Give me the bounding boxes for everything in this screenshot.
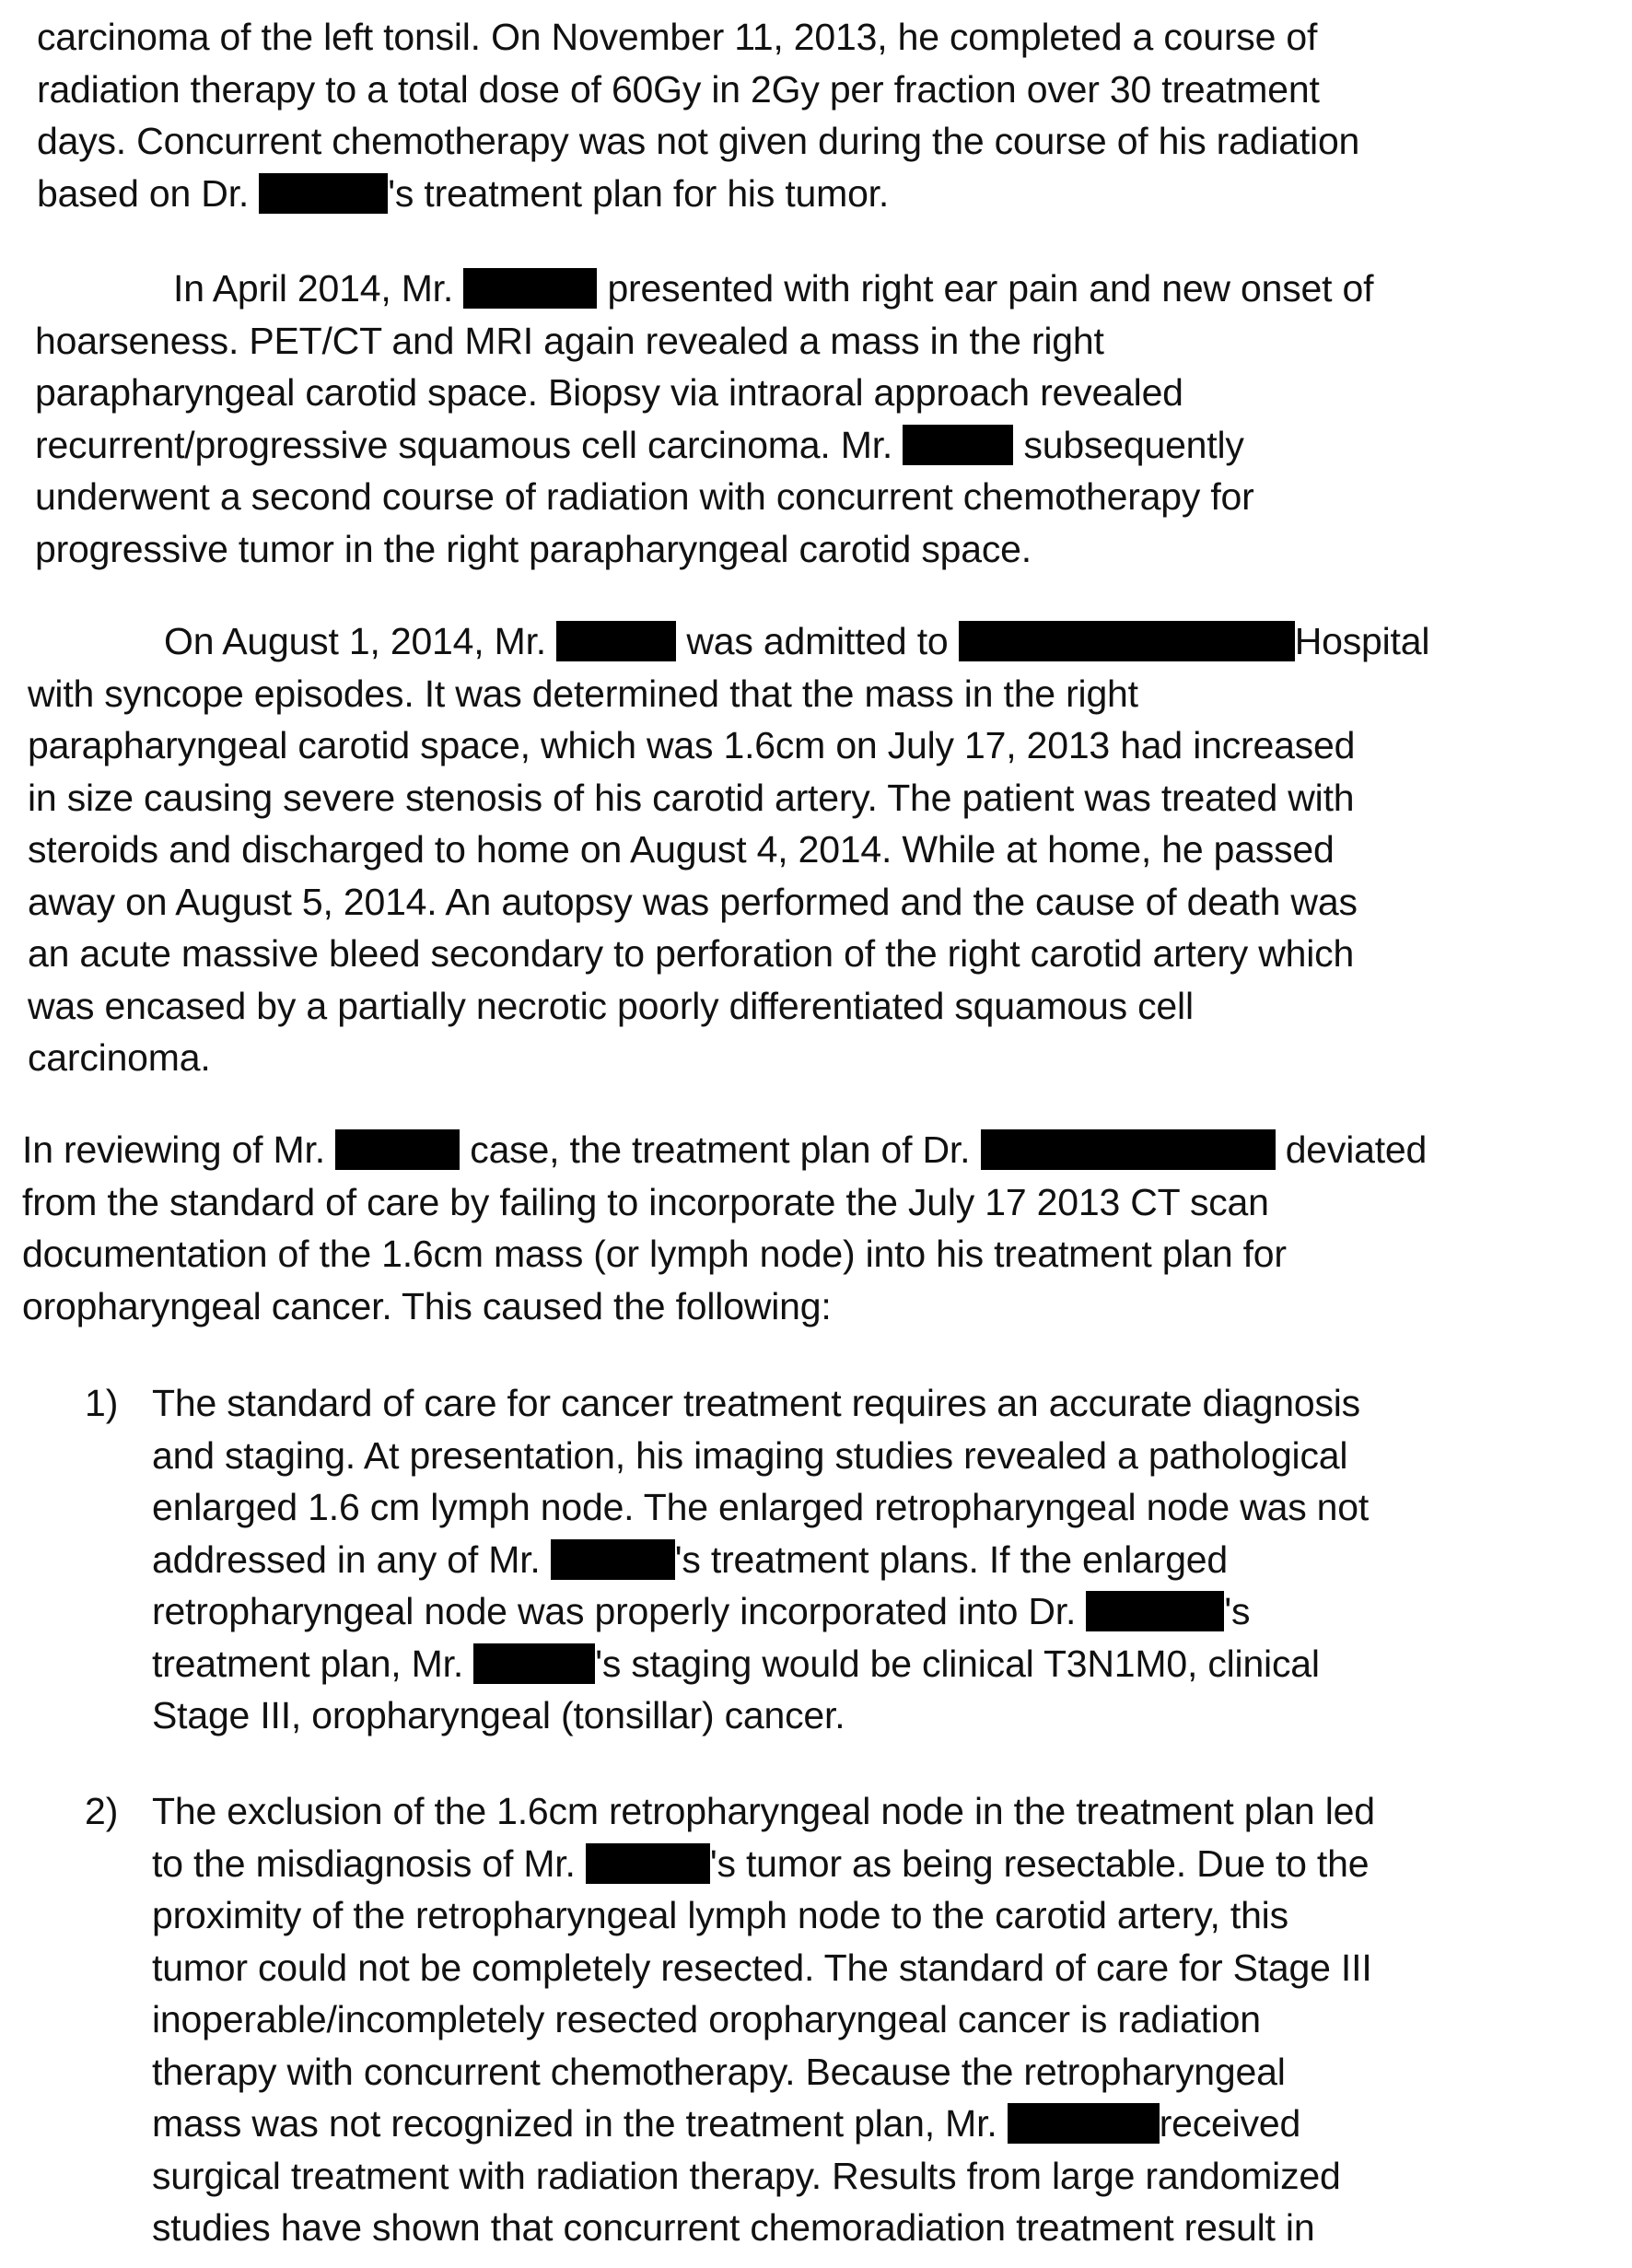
text-segment: subsequently <box>1013 423 1244 466</box>
text-segment: Stage III, oropharyngeal (tonsillar) cancer. <box>152 1694 845 1736</box>
text-segment: studies have shown that concurrent chemoradiation treatment result in <box>152 2206 1315 2249</box>
text-segment: On August 1, 2014, Mr. <box>164 620 557 662</box>
text-segment: with syncope episodes. It was determined that the mass in the right <box>28 672 1138 715</box>
text-line <box>152 1889 1375 1942</box>
text-line <box>152 1534 1369 1586</box>
text-line <box>28 824 1429 876</box>
text-line <box>152 1838 1375 1890</box>
text-line <box>152 1585 1369 1638</box>
text-line <box>37 115 1359 168</box>
text-segment: In reviewing of Mr. <box>22 1128 336 1171</box>
text-segment: In April 2014, Mr. <box>173 267 464 310</box>
text-segment: retropharyngeal node was properly incorporated into Dr. <box>152 1590 1087 1632</box>
text-segment: was admitted to <box>676 620 959 662</box>
text-segment: treatment plan, Mr. <box>152 1642 474 1685</box>
text-segment: and staging. At presentation, his imaging studies revealed a pathological <box>152 1433 1348 1477</box>
list-item-staging <box>152 1377 1369 1742</box>
text-line <box>22 1228 1427 1280</box>
text-line <box>152 2150 1375 2203</box>
list-item-misdiagnosis <box>152 1785 1375 2254</box>
text-line <box>28 980 1429 1033</box>
text-line <box>22 1124 1427 1176</box>
paragraph-radiation-course <box>37 11 1359 219</box>
text-segment: underwent a second course of radiation with concurrent chemotherapy for <box>35 475 1254 518</box>
text-line <box>35 471 1373 523</box>
text-line <box>152 1481 1369 1534</box>
text-line <box>152 1942 1375 1994</box>
redaction-block <box>1086 1591 1224 1631</box>
text-line <box>35 367 1373 419</box>
text-segment: presented with right ear pain and new onset of <box>597 267 1374 310</box>
text-segment: away on August 5, 2014. An autopsy was performed and the cause of death was <box>28 880 1358 923</box>
text-segment: to the misdiagnosis of Mr. <box>152 1841 586 1885</box>
text-segment: enlarged 1.6 cm lymph node. The enlarged retropharyngeal node was not <box>152 1486 1370 1528</box>
text-segment: The exclusion of the 1.6cm retropharyngeal node in the treatment plan led <box>152 1790 1375 1832</box>
text-line <box>28 772 1429 824</box>
text-line <box>152 2098 1375 2150</box>
text-line <box>37 64 1359 116</box>
text-line <box>152 1993 1375 2046</box>
text-segment: oropharyngeal cancer. This caused the following: <box>22 1284 832 1327</box>
text-segment: tumor could not be completely resected. The standard of care for Stage III <box>152 1946 1372 1989</box>
text-segment: carcinoma of the left tonsil. On November 11, 2013, he completed a course of <box>37 16 1318 58</box>
text-line <box>28 668 1429 720</box>
text-line <box>152 1430 1369 1482</box>
text-line <box>22 1280 1427 1333</box>
text-segment: case, the treatment plan of Dr. <box>460 1128 981 1171</box>
text-segment: documentation of the 1.6cm mass (or lymph node) into his treatment plan for <box>22 1233 1287 1275</box>
text-segment: deviated <box>1275 1128 1428 1171</box>
text-line <box>22 1176 1427 1229</box>
text-line <box>28 719 1429 772</box>
text-segment: The standard of care for cancer treatment requires an accurate diagnosis <box>152 1382 1360 1424</box>
redaction-block <box>981 1129 1276 1170</box>
text-line <box>37 11 1359 64</box>
text-segment: mass was not recognized in the treatment plan, Mr. <box>152 2102 1008 2145</box>
text-line <box>35 315 1373 368</box>
text-line <box>28 1032 1429 1084</box>
redaction-block <box>551 1539 675 1580</box>
redaction-block <box>959 621 1295 661</box>
text-line <box>28 615 1429 668</box>
redaction-block <box>335 1129 460 1170</box>
text-segment: proximity of the retropharyngeal lymph node to the carotid artery, this <box>152 1894 1288 1936</box>
text-segment: therapy with concurrent chemotherapy. Because the retropharyngeal <box>152 2050 1286 2093</box>
text-segment: progressive tumor in the right parapharyngeal carotid space. <box>35 527 1032 570</box>
text-line <box>28 928 1429 980</box>
text-segment: received <box>1159 2102 1301 2145</box>
text-segment: 's treatment plans. If the enlarged <box>674 1537 1229 1581</box>
text-line <box>152 1638 1369 1690</box>
text-segment: in size causing severe stenosis of his carotid artery. The patient was treated with <box>28 776 1355 819</box>
text-segment: steroids and discharged to home on August 4, 2014. While at home, he passed <box>28 828 1335 871</box>
text-line <box>152 1785 1375 1838</box>
text-line <box>35 263 1373 315</box>
text-segment: parapharyngeal carotid space, which was 1.6cm on July 17, 2013 had increased <box>28 724 1356 766</box>
text-line <box>152 1689 1369 1742</box>
redaction-block <box>473 1643 595 1684</box>
text-segment: inoperable/incompletely resected oropharyngeal cancer is radiation <box>152 1998 1261 2040</box>
text-segment: carcinoma. <box>28 1036 211 1079</box>
text-segment: 's treatment plan for his tumor. <box>388 171 890 215</box>
text-segment: an acute massive bleed secondary to perforation of the right carotid artery which <box>28 932 1355 975</box>
text-line <box>152 1377 1369 1430</box>
paragraph-april-2014-recurrence <box>35 263 1373 575</box>
text-segment: based on Dr. <box>37 171 260 215</box>
redaction-block <box>586 1843 710 1884</box>
text-line <box>37 168 1359 220</box>
redaction-block <box>259 173 388 214</box>
paragraph-august-2014-admission <box>28 615 1429 1084</box>
text-segment: parapharyngeal carotid space. Biopsy via intraoral approach revealed <box>35 371 1183 414</box>
redaction-block <box>1008 2103 1160 2144</box>
text-segment: surgical treatment with radiation therapy. Results from large randomized <box>152 2154 1341 2197</box>
text-segment: addressed in any of Mr. <box>152 1537 551 1581</box>
text-line <box>35 419 1373 472</box>
list-item-number: 1) <box>85 1382 119 1424</box>
text-segment: was encased by a partially necrotic poorly differentiated squamous cell <box>28 984 1194 1027</box>
text-segment: recurrent/progressive squamous cell carcinoma. Mr. <box>35 423 903 466</box>
text-segment: 's staging would be clinical T3N1M0, clinical <box>595 1642 1320 1685</box>
text-segment: days. Concurrent chemotherapy was not given during the course of his radiation <box>37 120 1360 162</box>
list-item-number: 2) <box>85 1790 119 1832</box>
text-line <box>35 523 1373 576</box>
text-line <box>28 876 1429 929</box>
text-segment: Hospital <box>1294 620 1430 662</box>
redaction-block <box>463 268 597 309</box>
redaction-block <box>903 425 1013 465</box>
text-segment: from the standard of care by failing to incorporate the July 17 2013 CT scan <box>22 1180 1269 1223</box>
paragraph-standard-of-care-review <box>22 1124 1427 1332</box>
text-segment: 's tumor as being resectable. Due to the <box>709 1841 1370 1885</box>
text-line <box>152 2202 1375 2254</box>
text-line <box>152 2046 1375 2098</box>
text-segment: 's <box>1224 1590 1251 1632</box>
text-segment: radiation therapy to a total dose of 60Gy in 2Gy per fraction over 30 treatment <box>37 67 1320 111</box>
redaction-block <box>556 621 676 661</box>
text-segment: hoarseness. PET/CT and MRI again revealed a mass in the right <box>35 319 1104 362</box>
